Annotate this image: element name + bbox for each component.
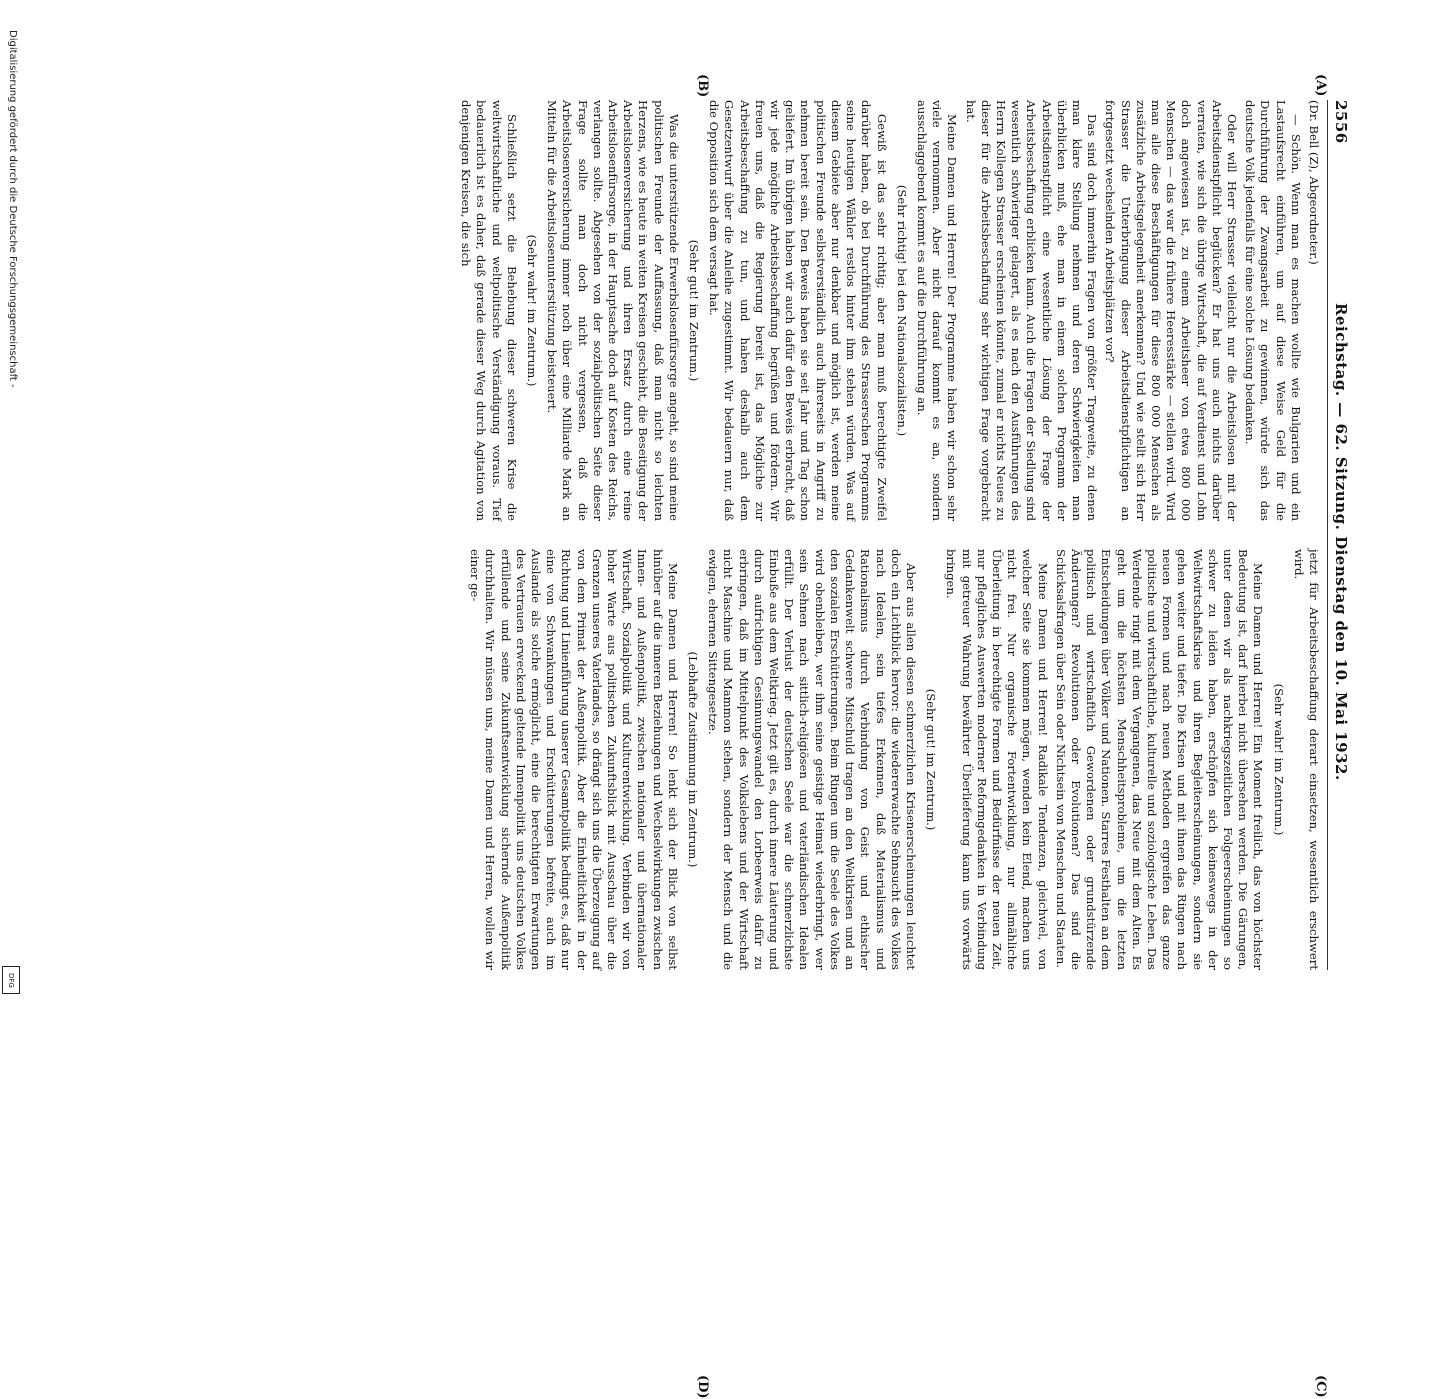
paragraph: Meine Damen und Herren! Radikale Tendenzen, gleichviel, von welcher Seite sie kommen mögen, wenden kein Elend, machen uns nicht frei. Nur organische Fortentwicklung, nur allmähliche Überleitung in berechtigte Formen und Bedürfnisse der neuen Zeit, nur pflegliches Auswerten moderner Reformgedanken in Verbindung mit getreuer Wahrung bewährter Überlieferung kann uns vorwärts bringen.	[944, 549, 1050, 970]
page-title: Reichstag. — 62. Sitzung. Dienstag den 10. Mai 1932.	[1332, 303, 1350, 781]
dfg-logo-text: DFG	[7, 972, 15, 988]
speaker-line: (Dr. Bell (Z), Abgeordneter.)	[1307, 100, 1321, 265]
interjection: (Sehr wahr! im Zentrum.)	[525, 234, 540, 387]
paragraph: Schließlich setzt die Behebung dieser schweren Krise die weltwirtschaftliche und weltpolitische Verständigung voraus. Tief bedauerlich ist es daher, daß gerade dieser Weg durch Agitation von denjenigen Kreisen, die sich	[459, 100, 519, 521]
paragraph: Oder will Herr Strasser vielleicht nur die Arbeitslosen mit der Arbeitsdienstpflicht beglücken? Er hat uns auch nichts darüber verraten, wie sich die übrige Wirtschaft, die auf Verdienst und Lohn doch angewiesen ist, zu einem Arbeitsheer von etwa 800 000 Menschen — das war die frühere Heeresstärke — stellen wird. Wird man alle diese Beschäftigungen für diese 800 000 Menschen als zusätzliche Arbeitsgelegenheit anerkennen? Und wie stellt sich Herr Strasser die Unterbringung dieser Arbeitsdienstpflichtigen an fortgesetzt wechselnden Arbeitsplätzen vor?	[1103, 100, 1239, 521]
interjection: (Lebhafte Zustimmung im Zentrum.)	[686, 651, 701, 868]
paragraph: Meine Damen und Herren! So lenkt sich der Blick von selbst hinüber auf die inneren Beziehungen und Wechselwirkungen zwischen Innen- und Außenpolitik, zwischen nationaler und übernationaler Wirtschaft, Sozialpolitik und Kulturentwicklung. Verbinden wir von hoher Warte aus politischen Zukunftsblick mit Ausschau über die Grenzen unseres Vaterlandes, so drängt sich uns die Überzeugung auf von dem Primat der Außenpolitik. Aber die Einheitlichkeit in der Richtung und Linienführung unserer Gesamtpolitik bedingt es, daß nur eine von Schwankungen und Erschütterungen befreite, auch im Auslande als solche ermöglicht, eine die berechtigten Erwartungen des Vertrauen erweckend geltende Innenpolitik uns deutschen Volkes erfüllende und seine Zukunftsentwicklung sichernde Außenpolitik durchhalten. Wir müssen uns, meine Damen und Herren, wollen wir einer ge-	[468, 549, 680, 970]
left-column	[455, 100, 1321, 521]
paragraph: — Schön. Wenn man es machen wollte wie Bulgarien und ein Lastaufsrecht einführen, um auf diese Weise Geld für die Durchführung der Zwangsarbeit zu gewinnen, würde sich das deutsche Volk jedenfalls für eine solche Lösung bedanken.	[1243, 100, 1303, 521]
margin-mark-a: (A)	[1313, 74, 1328, 97]
paragraph: Was die unterstützende Erwerbslosenfürsorge angeht, so sind meine politischen Freunde der Auffassung, daß man nicht so leichten Herzens, wie es heute in weiten Kreisen geschieht, die Beseitigung der Arbeitslosenversicherung und ihren Ersatz durch eine reine Arbeitslosenfürsorge, in der Hauptsache doch auf Kosten des Reichs, verlangen sollte. Abgesehen von der sozialpolitischen Seite dieser Frage sollte man doch nicht vergessen, daß die Arbeitslosenversicherung immer noch über eine Milliarde Mark an Mitteln für die Arbeitslosenunterstützung beisteuert.	[545, 100, 681, 521]
page-number: 2556	[1332, 100, 1350, 144]
margin-mark-d: (D)	[695, 1375, 710, 1399]
margin-mark-b: (B)	[695, 74, 710, 98]
margin-mark-c: (C)	[1313, 1375, 1328, 1398]
interjection: (Sehr gut! im Zentrum.)	[924, 688, 939, 831]
paragraph: Gewiß ist das sehr richtig; aber man muß berechtigte Zweifel darüber haben, ob bei Durchführung des Strasserschen Programms seine heutigen Wähler restlos hinter ihm stehen würden. Was auf diesem Gebiete aber nur denkbar und möglich ist, werden meine politischen Freunde selbstverständlich auch ihrerseits in Angriff zu nehmen bereit sein. Den Beweis haben sie seit Jahr und Tag schon geliefert. Im übrigen haben wir auch dafür den Beweis erbracht, daß wir jede mögliche Arbeitsbeschaffung begrüßen und fördern. Wir freuen uns, daß die Regierung bereit ist, das Mögliche zur Arbeitsbeschaffung zu tun, und haben deshalb auch dem Gesetzentwurf über die Anleihe zugestimmt. Wir bedauern nur, daß die Opposition sich dem versagt hat.	[707, 100, 889, 521]
dfg-logo	[2, 966, 20, 994]
paragraph: Meine Damen und Herren! Ein Moment freilich, das von höchster Bedeutung ist, darf hierbei nicht übersehen werden. Die Gärungen, unter denen wir als nachkriegszeitlichen Folgeerscheinungen so schwer zu leiden haben, erschöpfen sich keineswegs in der Weltwirtschaftskrise und ihren Begleiterscheinungen, sondern sie gehen weiter und tiefer. Die Krisen und mit ihnen das Ringen nach neuen Formen und nach neuen Methoden ergreifen das ganze politische und wirtschaftliche, kulturelle und soziologische Leben. Das Werdende ringt mit dem Vergangenen, das Neue mit dem Alten. Es geht um die höchsten Menschheitsprobleme, um die letzten Entscheidungen über Völker und Nationen. Starres Festhalten an dem politisch und wirtschaftlich Gewordenen oder grundstürzende Änderungen? Revolutionen oder Evolutionen? Das sind die Schicksalsfragen über Sein oder Nichtsein von Menschen und Staaten.	[1053, 549, 1266, 970]
paragraph: Das sind doch immerhin Fragen von größter Tragweite, zu denen man klare Stellung nehmen und deren Schwierigkeiten man überblicken muß, ehe man in einem solchen Programm der Arbeitsdienstpflicht eine wesentliche Lösung der Frage der Arbeitsbeschaffung erblicken kann. Auch die Fragen der Siedlung sind wesentlich schwieriger gelagert, als es nach den Ausführungen des Herrn Kollegen Strasser erscheinen könnte, zumal er nichts Neues zu dieser für die Arbeitsbeschaffung sehr wichtigen Frage vorgebracht hat.	[963, 100, 1100, 521]
right-column	[455, 549, 1321, 970]
credit-text: Digitalisierung gefördert durch die Deutsche Forschungsgemeinschaft -	[7, 30, 18, 388]
rotated-sheet	[50, 74, 1350, 1399]
paragraph: Aber aus allen diesen schmerzlichen Krisenerscheinungen leuchtet doch ein Lichtblick hervor: die wiedererwachte Sehnsucht des Volkes nach Idealen, sein tiefes Erkennen, daß Materialismus und Rationalismus durch Verbindung von Geist und ethischer Gedankenwelt schwere Mitschuld tragen an den Weltkrisen und an den sozialen Erschütterungen. Beim Ringen um die Seele des Volkes wird obenbleiben, wer ihm seine geistige Heimat wiederbringt, wer sein Sehnen nach sittlich-religiösen und vaterländischen Idealen erfüllt. Der Verlust der deutschen Seele war die schmerzlichste Einbuße aus dem Weltkrieg. Jetzt gilt es, durch innere Läuterung und durch aufrichtigen Gesinnungswandel den Lorbeerweis dafür zu erbringen, daß im Mittelpunkt des Volkslebens und der Wirtschaft nicht Maschine und Mammon stehen, sondern der Mensch und die ewigen, ehernen Sittengesetze.	[706, 549, 918, 970]
text-columns	[455, 100, 1321, 970]
running-head	[1327, 100, 1350, 970]
interjection: (Sehr wahr! im Zentrum.)	[1271, 683, 1286, 836]
paragraph: Meine Damen und Herren! Der Programme haben wir schon sehr viele vernommen. Aber nicht darauf kommt es an, sondern ausschlaggebend kommt es auf die Durchführung an.	[914, 100, 960, 521]
interjection: (Sehr gut! im Zentrum.)	[687, 239, 702, 382]
paragraph: jetzt für Arbeitsbeschaffung derart einsetzen, wesentlich erschwert wird.	[1291, 549, 1321, 970]
digitization-credit	[4, 30, 18, 990]
interjection: (Sehr richtig! bei den Nationalsozialisten.)	[894, 184, 909, 437]
